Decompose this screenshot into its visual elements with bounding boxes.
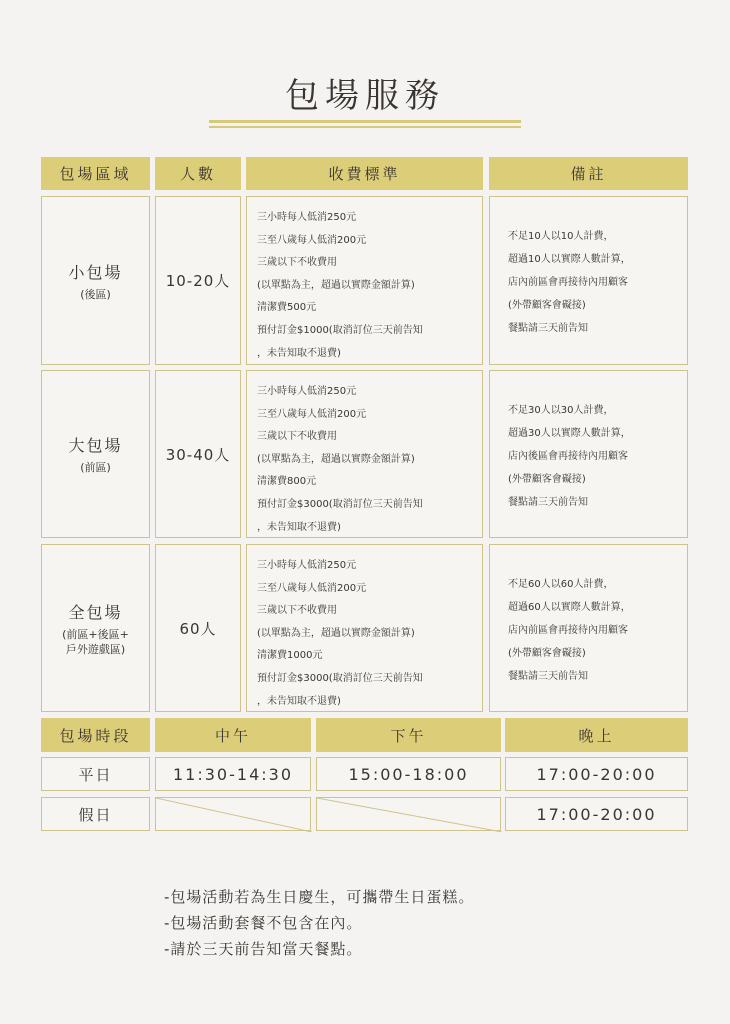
table-row-small-area <box>41 196 150 365</box>
note-line: (外帶顧客會礙接) <box>508 474 586 485</box>
note-details <box>489 370 688 538</box>
fee-line: (以單點為主，超過以實際金額計算) <box>257 453 415 465</box>
schedule-header-slot: 包場時段 <box>41 718 150 752</box>
note-line: (外帶顧客會礙接) <box>508 300 586 311</box>
area-name: 全包場 <box>68 602 123 622</box>
fee-line: 三小時每人低消250元 <box>257 560 357 571</box>
weekday-afternoon-time: 15:00-18:00 <box>316 757 501 791</box>
fee-line: ，未告知取不退費) <box>257 521 341 533</box>
note-line: 餐點請三天前告知 <box>508 497 588 508</box>
note-line: 餐點請三天前告知 <box>508 323 588 334</box>
area-sub-line: 戶外遊戲區) <box>65 642 126 656</box>
note-line: (外帶顧客會礙接) <box>508 648 586 659</box>
holiday-evening-time: 17:00-20:00 <box>505 797 688 831</box>
footnotes <box>164 884 474 962</box>
schedule-header-evening: 晚上 <box>505 718 688 752</box>
weekday-evening-time: 17:00-20:00 <box>505 757 688 791</box>
area-sub <box>62 627 129 657</box>
header-area: 包場區域 <box>41 157 150 190</box>
fee-line: 清潔費1000元 <box>257 650 323 662</box>
note-line: 店內後區會再接待內用顧客 <box>508 451 628 462</box>
note-line: 超過60人以實際人數計算， <box>508 602 631 613</box>
fee-line: 三至八歲每人低消200元 <box>257 234 367 246</box>
fee-line: 三小時每人低消250元 <box>257 212 357 223</box>
fee-line: 三歲以下不收費用 <box>257 431 337 443</box>
fee-details <box>246 196 483 365</box>
note-line: 店內前區會再接待內用顧客 <box>508 625 628 636</box>
area-name: 小包場 <box>68 262 123 282</box>
diagonal-slash <box>317 798 502 832</box>
fee-line: 三小時每人低消250元 <box>257 386 357 397</box>
table-row-full-area <box>41 544 150 712</box>
area-sub: (後區) <box>80 287 111 301</box>
fee-line: (以單點為主，超過以實際金額計算) <box>257 627 415 639</box>
fee-details <box>246 544 483 712</box>
header-note: 備註 <box>489 157 688 190</box>
note-details <box>489 196 688 365</box>
schedule-header-afternoon: 下午 <box>316 718 501 752</box>
diagonal-slash <box>156 798 312 832</box>
people-count: 30-40人 <box>155 370 241 538</box>
fee-line: 預付訂金$3000(取消訂位三天前告知 <box>257 498 423 510</box>
table-row-large-area <box>41 370 150 538</box>
fee-line: 預付訂金$3000(取消訂位三天前告知 <box>257 672 423 684</box>
note-line: 餐點請三天前告知 <box>508 671 588 682</box>
header-people: 人數 <box>155 157 241 190</box>
fee-line: 三至八歲每人低消200元 <box>257 408 367 420</box>
fee-line: 清潔費800元 <box>257 476 317 488</box>
note-line: 不足10人以10人計費， <box>508 231 614 242</box>
schedule-header-noon: 中午 <box>155 718 311 752</box>
note-line: 不足30人以30人計費， <box>508 405 614 416</box>
footnote-line: -請於三天前告知當天餐點。 <box>164 940 363 958</box>
footnote-line: -包場活動若為生日慶生，可攜帶生日蛋糕。 <box>164 888 475 906</box>
note-line: 超過10人以實際人數計算， <box>508 254 631 265</box>
note-line: 店內前區會再接待內用顧客 <box>508 277 628 288</box>
fee-line: (以單點為主，超過以實際金額計算) <box>257 279 415 291</box>
weekday-label: 平日 <box>41 757 150 791</box>
note-line: 不足60人以60人計費， <box>508 579 614 590</box>
title-underline <box>209 120 521 123</box>
weekday-noon-time: 11:30-14:30 <box>155 757 311 791</box>
fee-line: 預付訂金$1000(取消訂位三天前告知 <box>257 324 423 336</box>
note-details <box>489 544 688 712</box>
footnote-line: -包場活動套餐不包含在內。 <box>164 914 363 932</box>
fee-line: 三歲以下不收費用 <box>257 605 337 617</box>
fee-line: 三歲以下不收費用 <box>257 257 337 269</box>
people-count: 10-20人 <box>155 196 241 365</box>
fee-details <box>246 370 483 538</box>
note-line: 超過30人以實際人數計算， <box>508 428 631 439</box>
header-fee: 收費標準 <box>246 157 483 190</box>
area-sub-line: (前區+後區+ <box>62 627 129 641</box>
title-underline-thin <box>209 126 521 128</box>
fee-line: ，未告知取不退費) <box>257 695 341 707</box>
holiday-afternoon-unavailable <box>316 797 501 831</box>
area-sub: (前區) <box>80 461 111 474</box>
holiday-noon-unavailable <box>155 797 311 831</box>
people-count: 60人 <box>155 544 241 712</box>
area-name: 大包場 <box>68 436 123 455</box>
holiday-label: 假日 <box>41 797 150 831</box>
fee-line: ，未告知取不退費) <box>257 347 341 359</box>
fee-line: 三至八歲每人低消200元 <box>257 582 367 594</box>
fee-line: 清潔費500元 <box>257 302 317 314</box>
page-title: 包場服務 <box>285 76 445 116</box>
